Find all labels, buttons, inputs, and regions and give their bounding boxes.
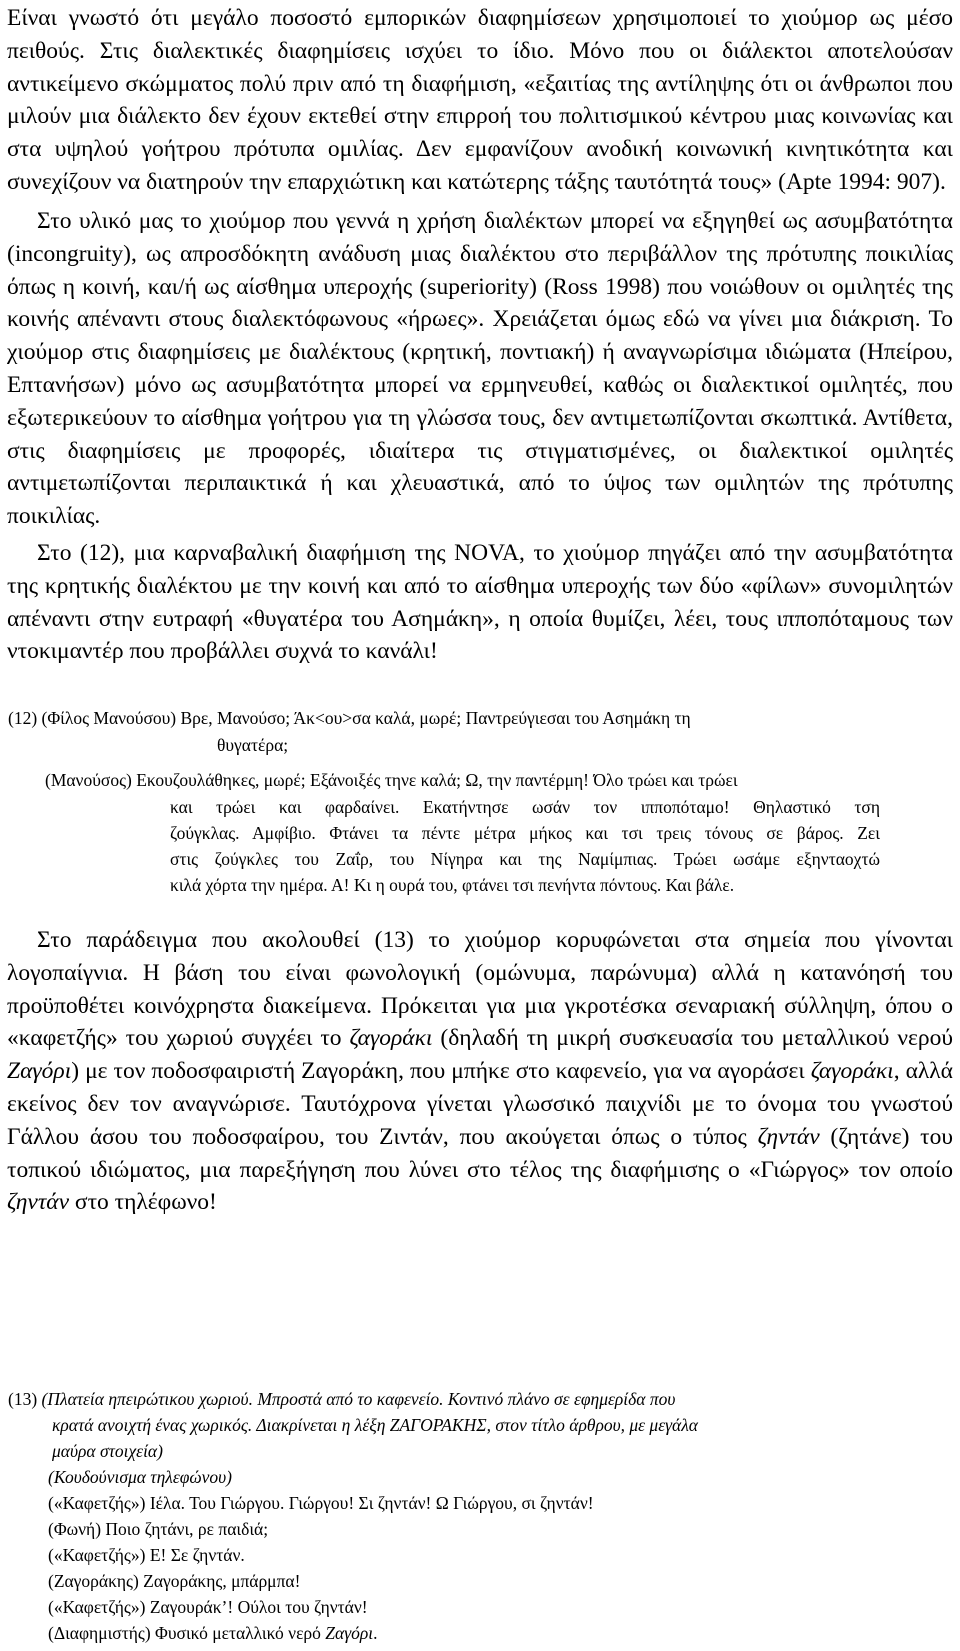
example-12-line: κιλά χόρτα την ημέρα. Α! Κι η ουρά του, φτάνει τσι πενήντα πόντους. Και βάλε. bbox=[170, 875, 735, 895]
example-13-line: (Φωνή) Ποιο ζητάνι, ρε παιδιά; bbox=[48, 1519, 269, 1539]
example-12-line: και τρώει και φαρδαίνει. Εκατήντησε ωσάν τον ιπποπόταμο! Θηλαστικό τση bbox=[170, 797, 880, 817]
example-12-line: ζούγκλας. Αμφίβιο. Φτάνει τα πέντε μέτρα μήκος και τσι τρεις τόνους σε βάρος. Ζει bbox=[170, 823, 880, 843]
example-13-line: («Καφετζής») Ε! Σε ζηντάν. bbox=[48, 1545, 245, 1565]
paragraph-intro: Είναι γνωστό ότι μεγάλο ποσοστό εμπορικών διαφημίσεων χρησιμοποιεί το χιούμορ ως μέσο πειθούς. Στις διαλεκτικές διαφημίσεις ισχύει το ίδιο. Μόνο που οι διάλεκτοι αποτελούσαν αντικείμενο σκώμματος πολύ πριν από τη διαφήμιση, «εξαιτίας της αντίληψης ότι οι άνθρωποι που μιλούν μια διάλεκτο δεν έχουν εκτεθεί στην επιρροή του πολιτισμικού κέντρου μιας κοινωνίας και στα υψηλού γοήτρου πρότυπα ομιλίας. Δεν εμφανίζουν ανοδική κοινωνική κινητικότητα και συνεχίζουν να διατηρούν την επαρχιώτικη και κατώτερης τάξης ταυτότητά τους» (Apte 1994: 907). bbox=[7, 5, 953, 195]
example-12-line: θυγατέρα; bbox=[217, 735, 289, 755]
example-13-line: κρατά ανοιχτή ένας χωρικός. Διακρίνεται η λέξη ΖΑΓΟΡΑΚΗΣ, στον τίτλο άρθρου, με μεγάλα bbox=[52, 1415, 698, 1435]
example-12-line: στις ζούγκλες του Ζαΐρ, του Νίγηρα και της Ναμίμπιας. Τρώει ωσάμε εξηνταοχτώ bbox=[170, 849, 880, 869]
example-12-line: (Μανούσος) Εκουζουλάθηκες, μωρέ; Εξάνοιξές τηνε καλά; Ω, την παντέρμη! Όλο τρώει και τρώει bbox=[45, 770, 738, 790]
example-12-line: (12) (Φίλος Μανούσου) Βρε, Μανούσο; Άκ<ου>σα καλά, μωρέ; Παντρεύγιεσαι του Ασημάκη τη bbox=[8, 708, 691, 728]
example-13-line: (Κουδούνισμα τηλεφώνου) bbox=[48, 1467, 232, 1487]
example-13-line: («Καφετζής») Ζαγουράκ’! Ούλοι του ζηντάν! bbox=[48, 1597, 368, 1617]
paragraph-example-13-intro: Στο παράδειγμα που ακολουθεί (13) το χιούμορ κορυφώνεται στα σημεία που γίνονται λογοπαίγνια. Η βάση του είναι φωνολογική (ομώνυμα, παρώνυμα) αλλά η κατανόησή του προϋποθέτει κοινόχρηστα διακείμενα. Πρόκειται για μια γκροτέσκα σεναριακή σύλληψη, όπου ο «καφετζής» του χωριού συγχέει το ζαγοράκι (δηλαδή τη μικρή συσκευασία του μεταλλικού νερού Ζαγόρι) με τον ποδοσφαιριστή Ζαγοράκη, που μπήκε στο καφενείο, για να αγοράσει ζαγοράκι, αλλά εκείνος δεν τον αναγνώρισε. Ταυτόχρονα γίνεται γλωσσικό παιχνίδι με το όνομα του γνωστού Γάλλου άσου του ποδοσφαίρου, του Ζιντάν, που ακούγεται όπως ο τύπος ζηντάν (ζητάνε) του τοπικού ιδιώματος, μια παρεξήγηση που λύνει στο τέλος της διαφήμισης ο «Γιώργος» τον οποίο ζηντάν στο τηλέφωνο! bbox=[7, 927, 953, 1216]
example-13-line: (Διαφημιστής) Φυσικό μεταλλικό νερό Ζαγόρι. bbox=[48, 1623, 378, 1643]
example-13-line: (Ζαγοράκης) Ζαγοράκης, μπάρμπα! bbox=[48, 1571, 301, 1591]
example-13-line: μαύρα στοιχεία) bbox=[52, 1441, 163, 1461]
example-13-line: («Καφετζής») Ιέλα. Του Γιώργου. Γιώργου! Σι ζηντάν! Ω Γιώργου, σι ζηντάν! bbox=[48, 1493, 594, 1513]
example-13-line: (13) (Πλατεία ηπειρώτικου χωριού. Μπροστά από το καφενείο. Κοντινό πλάνο σε εφημερίδα που bbox=[8, 1389, 676, 1409]
paragraph-example-12-intro: Στο (12), μια καρναβαλική διαφήμιση της NOVA, το χιούμορ πηγάζει από την ασυμβατότητα της κρητικής διαλέκτου με την κοινή και από το αίσθημα υπεροχής των δύο «φίλων» συνομιλητών απέναντι στην ευτραφή «θυγατέρα του Ασημάκη», η οποία θυμίζει, λέει, τους ιπποπόταμους των ντοκιμαντέρ που προβάλλει συχνά το κανάλι! bbox=[7, 540, 953, 665]
paragraph-humor-explanation: Στο υλικό μας το χιούμορ που γεννά η χρήση διαλέκτων μπορεί να εξηγηθεί ως ασυμβατότητα (incongruity), ως απροσδόκητη ανάδυση μιας διαλέκτου στο περιβάλλον της πρότυπης ποικιλίας όπως η κοινή, και/ή ως αίσθημα υπεροχής (superiority) (Ross 1998) που νοιώθουν οι ομιλητές της κοινής απέναντι στους διαλεκτόφωνους «ήρωες». Χρειάζεται όμως εδώ να γίνει μια διάκριση. Το χιούμορ στις διαφημίσεις με διαλέκτους (κρητική, ποντιακή) ή αναγνωρίσιμα ιδιώματα (Ηπείρου, Επτανήσων) μόνο ως ασυμβατότητα μπορεί να ερμηνευθεί, καθώς οι διαλεκτικοί ομιλητές, που εξωτερικεύουν το αίσθημα γοήτρου για τη γλώσσα τους, δεν αντιμετωπίζονται σκωπτικά. Αντίθετα, στις διαφημίσεις με προφορές, ιδιαίτερα τις στιγματισμένες, οι διαλεκτικοί ομιλητές αντιμετωπίζονται περιπαικτικά ή και χλευαστικά, από το ύψος των ομιλητών της πρότυπης ποικιλίας. bbox=[7, 208, 953, 530]
